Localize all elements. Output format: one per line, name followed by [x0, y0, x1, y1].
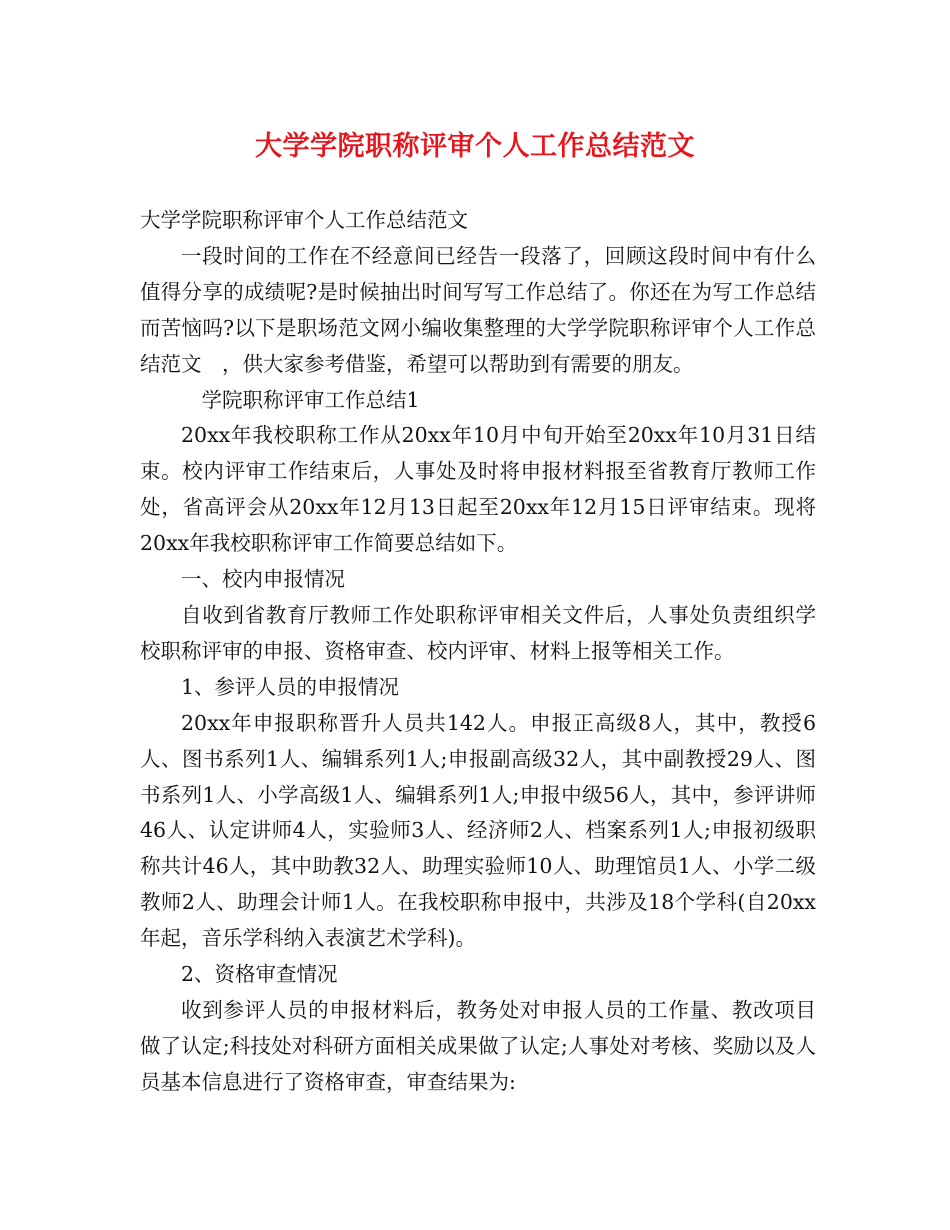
document-body: [140, 203, 816, 1101]
heading-qualification: 2、资格审查情况: [181, 962, 338, 987]
paragraph-application: 自收到省教育厅教师工作处职称评审相关文件后，人事处负责组织学校职称评审的申报、资格审查、校内评审、材料上报等相关工作。: [140, 602, 816, 663]
section-title: 学院职称评审工作总结1: [201, 387, 420, 412]
heading-applicants: 1、参评人员的申报情况: [181, 674, 400, 699]
paragraph-applicants: 20xx年申报职称晋升人员共142人。申报正高级8人，其中，教授6人、图书系列1人、编辑系列1人;申报副高级32人，其中副教授29人、图书系列1人、小学高级1人、编辑系列1人;申报中级56人，其中，参评讲师46人、认定讲师4人，实验师3人、经济师2人、档案系列1人;申报初级职称共计46人，其中助教32人、助理实验师10人、助理馆员1人、小学二级教师2人、助理会计师1人。在我校职称申报中，共涉及18个学科(自20xx年起，音乐学科纳入表演艺术学科)。: [140, 710, 816, 951]
paragraph-overview: 20xx年我校职称工作从20xx年10月中旬开始至20xx年10月31日结束。校内评审工作结束后，人事处及时将申报材料报至省教育厅教师工作处，省高评会从20xx年12月13日起至20xx年12月15日评审结束。现将20xx年我校职称评审工作简要总结如下。: [140, 423, 816, 556]
paragraph-intro: 一段时间的工作在不经意间已经告一段落了，回顾这段时间中有什么值得分享的成绩呢?是时候抽出时间写写工作总结了。你还在为写工作总结而苦恼吗?以下是职场范文网小编收集整理的大学学院职称评审个人工作总结范文 ，供大家参考借鉴，希望可以帮助到有需要的朋友。: [140, 243, 816, 376]
heading-application: 一、校内申报情况: [181, 567, 345, 592]
document-title: 大学学院职称评审个人工作总结范文: [255, 131, 695, 162]
paragraph-heading: 大学学院职称评审个人工作总结范文: [140, 208, 468, 232]
paragraph-qualification: 收到参评人员的申报材料后，教务处对申报人员的工作量、教改项目做了认定;科技处对科研方面相关成果做了认定;人事处对考核、奖励以及人员基本信息进行了资格审查，审查结果为:: [140, 997, 816, 1094]
